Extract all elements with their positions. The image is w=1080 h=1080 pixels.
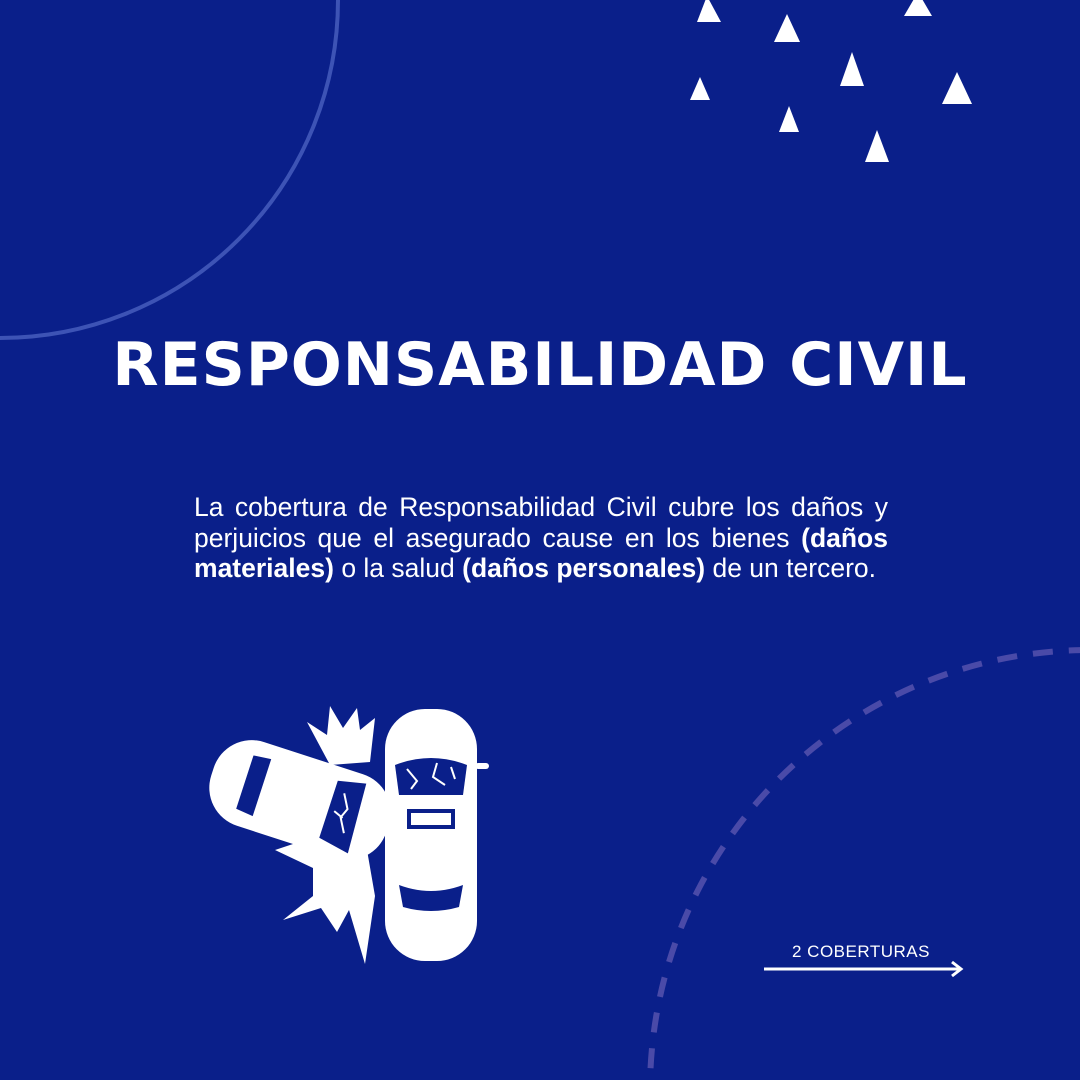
car-crash-icon <box>195 700 505 975</box>
description-bold: (daños personales) <box>462 553 706 583</box>
description-text: La cobertura de Responsabilidad Civil cubre los daños y perjuicios que el asegurado cause en los bienes <box>194 492 888 553</box>
description-text: o la salud <box>333 553 463 583</box>
arrow-right-icon <box>762 960 968 978</box>
next-page-label: 2 COBERTURAS <box>792 942 930 961</box>
coverage-description <box>194 492 888 584</box>
description-text: de un tercero. <box>705 553 876 583</box>
decorative-arc <box>0 0 338 338</box>
decorative-dashed-arc <box>650 650 1080 1080</box>
description-bold: (daños materiales) <box>194 522 888 583</box>
page-title: RESPONSABILIDAD CIVIL <box>112 330 968 400</box>
decorative-triangles <box>690 0 972 162</box>
next-page-button[interactable] <box>762 938 972 982</box>
